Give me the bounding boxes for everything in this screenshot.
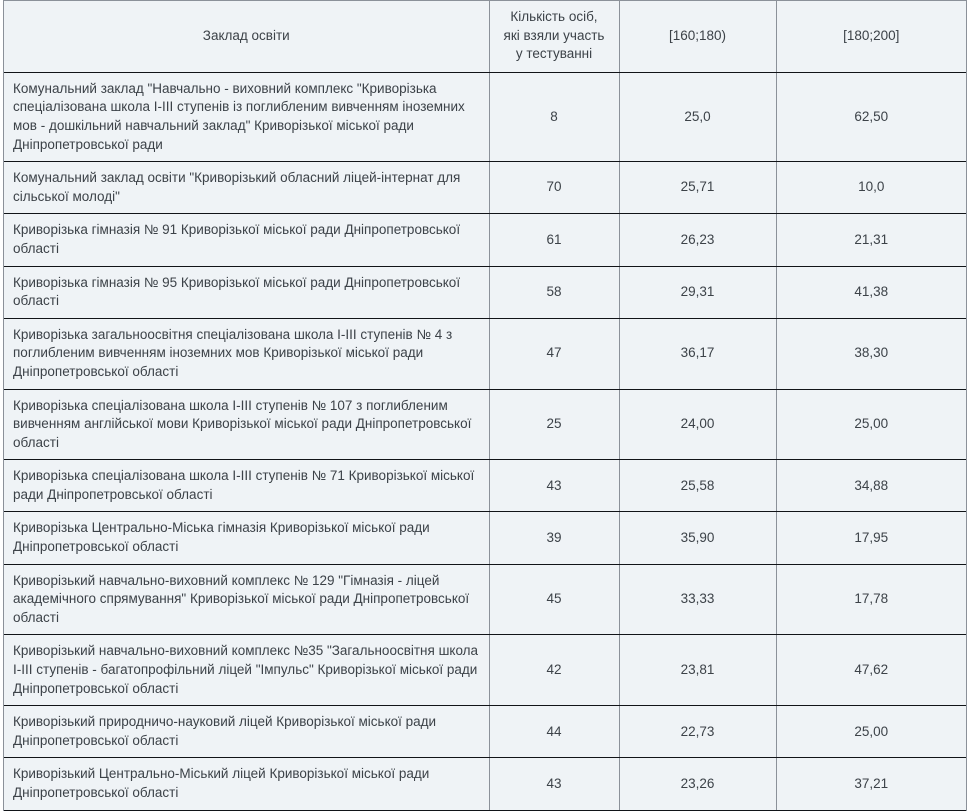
table-row bbox=[4, 512, 966, 564]
cell-institution-name: Комунальний заклад "Навчально - виховний комплекс "Криворізька спеціалізована школа I-III ступенів із поглибленим вивченням іноземних мов - дошкільний навчальний заклад" Криворізької міської ради Дніпропетровської ради bbox=[4, 72, 489, 161]
cell-participant-count: 25 bbox=[489, 389, 619, 460]
column-header-participants bbox=[489, 1, 619, 72]
table-row bbox=[4, 635, 966, 706]
column-header-participants-line-1: Кількість осіб, bbox=[510, 9, 598, 24]
cell-range-180-200: 47,62 bbox=[776, 635, 966, 706]
cell-range-160-180: 25,0 bbox=[619, 72, 776, 161]
cell-participant-count: 42 bbox=[489, 635, 619, 706]
cell-range-180-200: 17,78 bbox=[776, 564, 966, 635]
column-header-range-160-180: [160;180) bbox=[619, 1, 776, 72]
cell-institution-name: Криворізький природничо-науковий ліцей Криворізької міської ради Дніпропетровської області bbox=[4, 706, 489, 758]
cell-participant-count: 43 bbox=[489, 758, 619, 810]
cell-range-180-200: 38,30 bbox=[776, 318, 966, 389]
cell-range-160-180: 25,58 bbox=[619, 460, 776, 512]
cell-institution-name: Криворізька гімназія № 95 Криворізької міської ради Дніпропетровської області bbox=[4, 266, 489, 318]
cell-range-180-200: 41,38 bbox=[776, 266, 966, 318]
column-header-institution: Заклад освіти bbox=[4, 1, 489, 72]
cell-institution-name: Криворізький навчально-виховний комплекс № 129 "Гімназія - ліцей академічного спрямування" Криворізької міської ради Дніпропетровської області bbox=[4, 564, 489, 635]
cell-range-160-180: 36,17 bbox=[619, 318, 776, 389]
cell-range-180-200: 37,21 bbox=[776, 758, 966, 810]
cell-participant-count: 39 bbox=[489, 512, 619, 564]
cell-participant-count: 61 bbox=[489, 214, 619, 266]
table-row bbox=[4, 318, 966, 389]
table-row bbox=[4, 389, 966, 460]
cell-institution-name: Криворізький навчально-виховний комплекс №35 "Загальноосвітня школа I-III ступенів - багатопрофільний ліцей "Імпульс" Криворізької міської ради Дніпропетровської області bbox=[4, 635, 489, 706]
cell-range-160-180: 23,26 bbox=[619, 758, 776, 810]
table-row bbox=[4, 72, 966, 161]
cell-institution-name: Криворізька гімназія № 91 Криворізької міської ради Дніпропетровської області bbox=[4, 214, 489, 266]
table-header bbox=[4, 1, 966, 72]
cell-institution-name: Комунальний заклад освіти "Криворізький обласний ліцей-інтернат для сільської молоді" bbox=[4, 162, 489, 214]
table-body bbox=[4, 72, 966, 810]
table-row bbox=[4, 214, 966, 266]
cell-institution-name: Криворізька загальноосвітня спеціалізована школа I-III ступенів № 4 з поглибленим вивченням іноземних мов Криворізької міської ради Дніпропетровської області bbox=[4, 318, 489, 389]
cell-range-160-180: 23,81 bbox=[619, 635, 776, 706]
cell-institution-name: Криворізький Центрально-Міський ліцей Криворізької міської ради Дніпропетровської області bbox=[4, 758, 489, 810]
cell-range-160-180: 24,00 bbox=[619, 389, 776, 460]
stats-table-container bbox=[3, 0, 967, 811]
cell-range-160-180: 26,23 bbox=[619, 214, 776, 266]
table-row bbox=[4, 162, 966, 214]
cell-range-180-200: 21,31 bbox=[776, 214, 966, 266]
table-header-row bbox=[4, 1, 966, 72]
column-header-participants-line-2: які взяли участь bbox=[503, 27, 605, 43]
cell-range-180-200: 25,00 bbox=[776, 706, 966, 758]
cell-range-160-180: 22,73 bbox=[619, 706, 776, 758]
cell-participant-count: 58 bbox=[489, 266, 619, 318]
column-header-range-180-200: [180;200] bbox=[776, 1, 966, 72]
cell-range-160-180: 35,90 bbox=[619, 512, 776, 564]
cell-range-180-200: 62,50 bbox=[776, 72, 966, 161]
cell-range-180-200: 25,00 bbox=[776, 389, 966, 460]
table-row bbox=[4, 460, 966, 512]
cell-range-180-200: 10,0 bbox=[776, 162, 966, 214]
cell-participant-count: 70 bbox=[489, 162, 619, 214]
cell-range-180-200: 17,95 bbox=[776, 512, 966, 564]
cell-participant-count: 45 bbox=[489, 564, 619, 635]
cell-participant-count: 47 bbox=[489, 318, 619, 389]
cell-participant-count: 8 bbox=[489, 72, 619, 161]
cell-participant-count: 44 bbox=[489, 706, 619, 758]
cell-range-160-180: 25,71 bbox=[619, 162, 776, 214]
education-statistics-table bbox=[4, 1, 966, 811]
cell-institution-name: Криворізька спеціалізована школа I-III ступенів № 71 Криворізької міської ради Дніпропетровської області bbox=[4, 460, 489, 512]
cell-participant-count: 43 bbox=[489, 460, 619, 512]
cell-institution-name: Криворізька спеціалізована школа I-III ступенів № 107 з поглибленим вивченням англійської мови Криворізької міської ради Дніпропетровської області bbox=[4, 389, 489, 460]
table-row bbox=[4, 564, 966, 635]
table-row bbox=[4, 706, 966, 758]
cell-institution-name: Криворізька Центрально-Міська гімназія Криворізької міської ради Дніпропетровської області bbox=[4, 512, 489, 564]
table-row bbox=[4, 266, 966, 318]
cell-range-180-200: 34,88 bbox=[776, 460, 966, 512]
column-header-participants-line-3: у тестуванні bbox=[515, 46, 593, 62]
table-row bbox=[4, 758, 966, 810]
cell-range-160-180: 33,33 bbox=[619, 564, 776, 635]
cell-range-160-180: 29,31 bbox=[619, 266, 776, 318]
